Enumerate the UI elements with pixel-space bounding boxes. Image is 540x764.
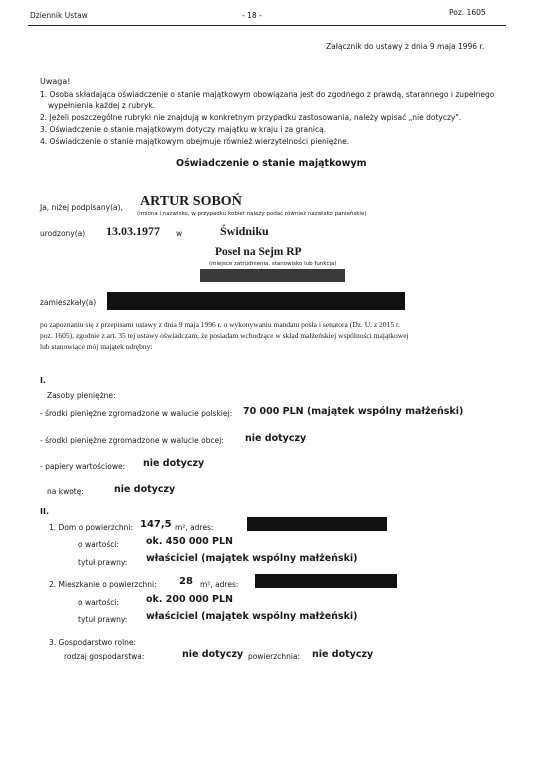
securities-label: - papiery wartościowe: [40,462,126,471]
section-1-subheading: Zasoby pieniężne: [47,391,116,400]
farm-area: nie dotyczy [312,649,374,660]
flat-value: ok. 200 000 PLN [146,594,234,605]
notice-item: 3. Oświadczenie o stanie majątkowym dotyczy majątku w kraju i za granicą. [40,125,327,134]
header-rule [28,25,506,26]
polish-cash-value: 70 000 PLN (majątek wspólny małżeński) [243,406,464,417]
notice-item: 1. Osoba składająca oświadczenie o stanie majątkowym obowiązana jest do zgodnego z prawdą, starannego i zupełnego [40,90,495,99]
farm-label: 3. Gospodarstwo rolne: [49,638,137,647]
annex-note: Załącznik do ustawy z dnia 9 maja 1996 r. [326,42,485,51]
birth-place: Świdniku [220,224,269,238]
occupation: Poseł na Sejm RP [215,246,302,258]
notice-item: 2. Jeżeli poszczególne rubryki nie znajdują w konkretnym przypadku zastosowania, należy wpisać „nie dotyczy". [40,113,462,122]
farm-area-label: powierzchnia: [248,652,301,661]
house-value: ok. 450 000 PLN [146,536,234,547]
redacted-address [107,292,405,310]
flat-unit: m², adres: [200,580,239,589]
statement-line: po zapoznaniu się z przepisami ustawy z dnia 9 maja 1996 r. o wykonywaniu mandatu posła i senatora (Dz. U. z 2015 r. [40,320,400,329]
journal-title: Dziennik Ustaw [30,11,88,20]
notice-title: Uwaga! [40,77,71,86]
position-number: Poz. 1605 [449,8,486,17]
statement-line: poz. 1605), zgodnie z art. 35 tej ustawy oświadczam, że posiadam wchodzące w skład małżeńskiej wspólności majątkowej [40,331,409,340]
form-title: Oświadczenie o stanie majątkowym [176,158,367,169]
securities-value: nie dotyczy [143,458,205,469]
section-2-heading: II. [40,507,49,516]
in-label: w [176,229,183,238]
flat-label: 2. Mieszkanie o powierzchni: [49,580,157,589]
occupation-caption: (miejsce zatrudnienia, stanowisko lub funkcja) [209,261,337,267]
birth-date: 13.03.1977 [106,224,160,238]
polish-cash-label: - środki pieniężne zgromadzone w walucie polskiej: [40,409,233,418]
farm-type: nie dotyczy [182,649,244,660]
page-number: - 18 - [242,11,262,20]
notice-item: 4. Oświadczenie o stanie majątkowym obejmuje również wierzytelności pieniężne. [40,137,350,146]
amount-value: nie dotyczy [114,484,176,495]
section-1-heading: I. [40,376,47,385]
flat-value-label: o wartości: [78,598,119,607]
name-caption: (imiona i nazwisko, w przypadku kobiet należy podać również nazwisko panieńskie) [137,211,367,217]
flat-title: właściciel (majątek wspólny małżeński) [146,611,358,622]
born-label: urodzony(a) [40,229,86,238]
house-unit: m², adres: [175,523,214,532]
foreign-cash-label: - środki pieniężne zgromadzone w walucie obcej: [40,436,224,445]
declarant-label: Ja, niżej podpisany(a), [40,203,123,212]
amount-label: na kwotę: [47,487,84,496]
redacted-employer [200,269,345,282]
house-title: właściciel (majątek wspólny małżeński) [146,553,358,564]
declarant-name: ARTUR SOBOŃ [140,194,242,209]
house-title-label: tytuł prawny: [78,558,128,567]
flat-area: 28 [179,576,193,587]
house-label: 1. Dom o powierzchni: [49,523,134,532]
statement-line: lub stanowiące mój majątek odrębny: [40,342,153,351]
farm-type-label: rodzaj gospodarstwa: [64,652,145,661]
notice-item: wypełnienia każdej z rubryk. [48,101,156,110]
redacted-house-address [247,517,387,531]
residence-label: zamieszkały(a) [40,298,97,307]
redacted-flat-address [255,574,397,588]
house-value-label: o wartości: [78,540,119,549]
foreign-cash-value: nie dotyczy [245,433,307,444]
flat-title-label: tytuł prawny: [78,615,128,624]
house-area: 147,5 [140,519,172,530]
